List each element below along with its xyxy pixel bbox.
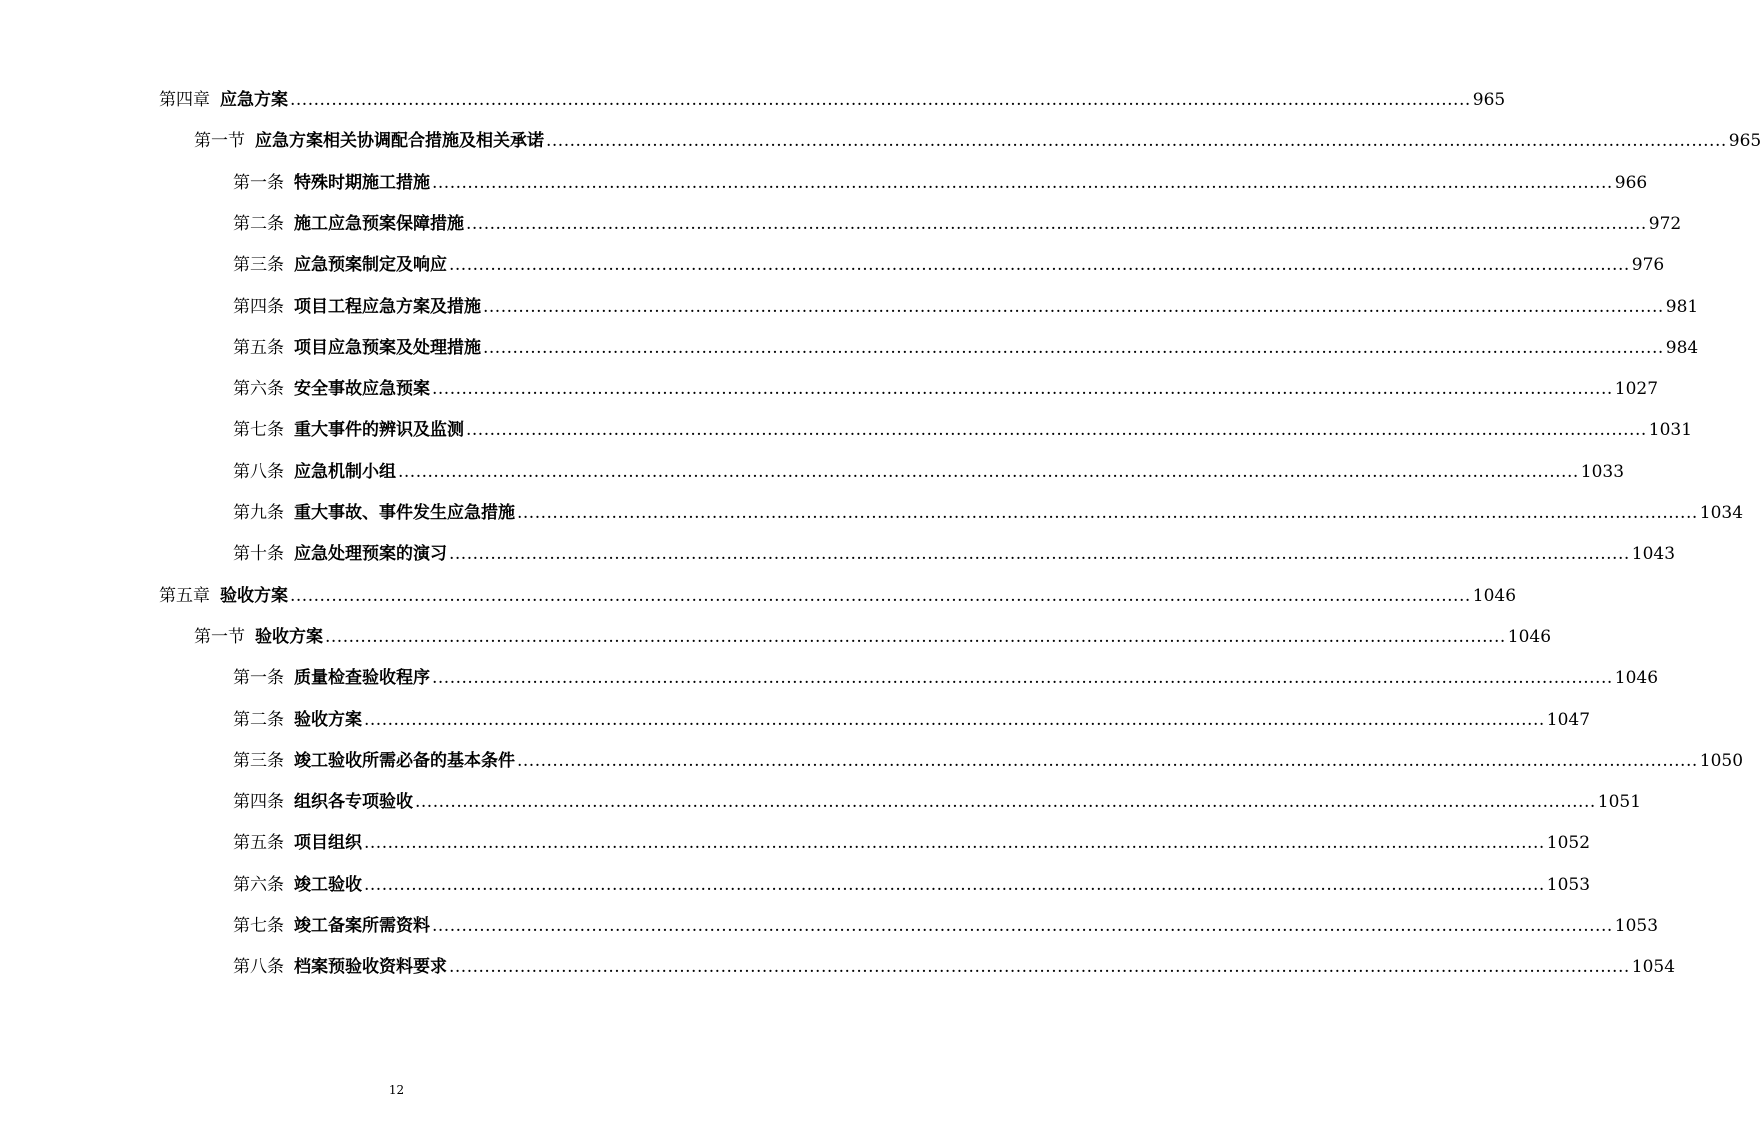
dot-leader: ........................................................................................................................................................................................................ [364, 874, 1545, 895]
toc-entry[interactable] [233, 172, 1648, 194]
toc-entry-page: 1031 [1648, 420, 1693, 441]
dot-leader: ........................................................................................................................................................................................................ [449, 957, 1630, 978]
toc-entry-page: 1027 [1614, 379, 1659, 400]
dot-leader: ........................................................................................................................................................................................................ [432, 916, 1613, 936]
toc-entry-number: 第二条 [233, 709, 284, 730]
toc-entry[interactable] [233, 502, 1744, 524]
toc-entry-title: 竣工备案所需资料 [294, 916, 430, 936]
toc-entry-number: 第六条 [233, 874, 284, 895]
toc-entry-page: 966 [1614, 172, 1648, 193]
dot-leader: ........................................................................................................................................................................................................ [449, 255, 1630, 276]
toc-entry-title: 应急处理预案的演习 [294, 544, 447, 565]
toc-entry-page: 1051 [1597, 792, 1642, 813]
toc-entry-page: 965 [1472, 90, 1506, 110]
toc-entry-title: 竣工验收所需必备的基本条件 [294, 750, 515, 771]
dot-leader: ........................................................................................................................................................................................................ [325, 626, 1506, 647]
dot-leader: ........................................................................................................................................................................................................ [290, 585, 1471, 606]
toc-entry-number: 第四条 [233, 296, 284, 317]
toc-entry-title: 项目工程应急方案及措施 [294, 296, 481, 317]
toc-entry-page: 972 [1648, 213, 1682, 234]
toc-entry-number: 第五条 [233, 833, 284, 854]
toc-entry-title: 重大事故、事件发生应急措施 [294, 503, 515, 523]
toc-entry-number: 第四条 [233, 792, 284, 813]
toc-entry-number: 第四章 [159, 90, 210, 110]
toc-entry[interactable] [233, 254, 1665, 276]
toc-entry-title: 应急方案相关协调配合措施及相关承诺 [255, 131, 544, 152]
toc-entry-page: 1046 [1507, 626, 1552, 647]
toc-entry-title: 验收方案 [220, 585, 288, 606]
toc-entry-page: 1043 [1631, 544, 1676, 565]
toc-entry-page: 965 [1728, 131, 1761, 152]
dot-leader: ........................................................................................................................................................................................................ [466, 420, 1647, 441]
toc-entry-number: 第一节 [194, 626, 245, 647]
toc-entry-title: 竣工验收 [294, 874, 362, 895]
toc-entry[interactable] [233, 709, 1591, 731]
toc-entry-title: 施工应急预案保障措施 [294, 213, 464, 234]
dot-leader: ........................................................................................................................................................................................................ [432, 668, 1613, 689]
toc-entry-title: 验收方案 [294, 709, 362, 730]
toc-entry-page: 1053 [1546, 874, 1591, 895]
dot-leader: ........................................................................................................................................................................................................ [415, 792, 1596, 813]
toc-entry[interactable] [233, 791, 1642, 813]
page-number: 12 [388, 1083, 405, 1097]
toc-entry-page: 1034 [1699, 503, 1744, 523]
toc-entry-number: 第二条 [233, 213, 284, 234]
toc-entry[interactable] [233, 667, 1659, 689]
toc-entry-page: 1054 [1631, 957, 1676, 978]
toc-entry[interactable] [233, 378, 1659, 400]
toc-entry[interactable] [233, 832, 1591, 854]
toc-entry-title: 项目组织 [294, 833, 362, 854]
toc-entry-title: 安全事故应急预案 [294, 379, 430, 400]
toc-entry-page: 1033 [1580, 461, 1625, 482]
toc-entry-title: 应急预案制定及响应 [294, 255, 447, 276]
toc-entry-page: 1052 [1546, 833, 1591, 854]
toc-entry[interactable] [233, 337, 1699, 359]
toc-entry-page: 1047 [1546, 709, 1591, 730]
toc-entry-title: 应急机制小组 [294, 461, 396, 482]
toc-entry-number: 第五条 [233, 337, 284, 358]
toc-entry-number: 第七条 [233, 916, 284, 936]
dot-leader: ........................................................................................................................................................................................................ [432, 172, 1613, 193]
toc-entry[interactable] [159, 89, 1506, 111]
dot-leader: ........................................................................................................................................................................................................ [546, 131, 1727, 152]
toc-entry[interactable] [233, 213, 1682, 235]
dot-leader: ........................................................................................................................................................................................................ [517, 750, 1698, 771]
toc-entry-page: 984 [1665, 337, 1699, 358]
toc-entry-page: 981 [1665, 296, 1699, 317]
toc-entry-title: 重大事件的辨识及监测 [294, 420, 464, 441]
toc-entry-page: 1050 [1699, 750, 1744, 771]
dot-leader: ........................................................................................................................................................................................................ [449, 544, 1630, 565]
toc-entry[interactable] [233, 956, 1676, 978]
dot-leader: ........................................................................................................................................................................................................ [364, 709, 1545, 730]
toc-entry-number: 第七条 [233, 420, 284, 441]
toc-entry-number: 第六条 [233, 379, 284, 400]
toc-entry[interactable] [233, 419, 1693, 441]
toc-entry-number: 第一节 [194, 131, 245, 152]
toc-entry-number: 第五章 [159, 585, 210, 606]
toc-entry-number: 第一条 [233, 668, 284, 689]
toc-entry[interactable] [233, 296, 1699, 318]
toc-entry[interactable] [233, 543, 1676, 565]
toc-entry-page: 1046 [1614, 668, 1659, 689]
toc-entry[interactable] [233, 874, 1591, 896]
toc-entry-title: 特殊时期施工措施 [294, 172, 430, 193]
toc-entry-number: 第八条 [233, 461, 284, 482]
toc-entry-number: 第三条 [233, 255, 284, 276]
dot-leader: ........................................................................................................................................................................................................ [364, 833, 1545, 854]
dot-leader: ........................................................................................................................................................................................................ [290, 90, 1471, 110]
toc-entry-title: 质量检查验收程序 [294, 668, 430, 689]
toc-entry-number: 第三条 [233, 750, 284, 771]
toc-entry-number: 第九条 [233, 503, 284, 523]
dot-leader: ........................................................................................................................................................................................................ [398, 461, 1579, 482]
dot-leader: ........................................................................................................................................................................................................ [517, 503, 1698, 523]
dot-leader: ........................................................................................................................................................................................................ [483, 337, 1664, 358]
toc-entry[interactable] [233, 750, 1744, 772]
toc-entry-title: 应急方案 [220, 90, 288, 110]
toc-entry-number: 第十条 [233, 544, 284, 565]
toc-entry[interactable] [194, 626, 1552, 648]
toc-entry-number: 第一条 [233, 172, 284, 193]
toc-entry[interactable] [233, 915, 1659, 937]
toc-entry-title: 组织各专项验收 [294, 792, 413, 813]
toc-entry[interactable] [233, 461, 1625, 483]
toc-entry[interactable] [194, 130, 1761, 152]
toc-entry-title: 档案预验收资料要求 [294, 957, 447, 978]
dot-leader: ........................................................................................................................................................................................................ [432, 379, 1613, 400]
toc-entry-number: 第八条 [233, 957, 284, 978]
dot-leader: ........................................................................................................................................................................................................ [466, 213, 1647, 234]
toc-entry[interactable] [159, 585, 1517, 607]
toc-entry-title: 验收方案 [255, 626, 323, 647]
toc-entry-page: 1053 [1614, 916, 1659, 936]
toc-entry-page: 1046 [1472, 585, 1517, 606]
toc-entry-page: 976 [1631, 255, 1665, 276]
toc-entry-title: 项目应急预案及处理措施 [294, 337, 481, 358]
dot-leader: ........................................................................................................................................................................................................ [483, 296, 1664, 317]
